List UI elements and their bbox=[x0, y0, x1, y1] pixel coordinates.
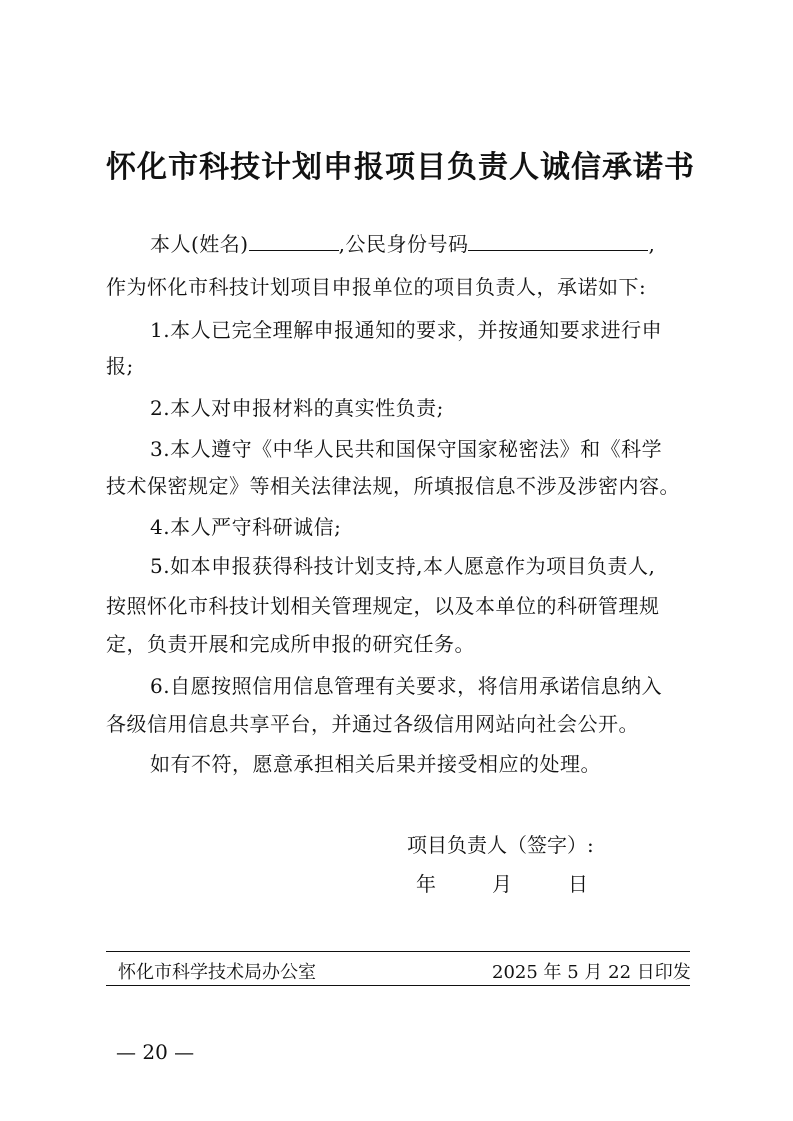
item-5-line-3: 定，负责开展和完成所申报的研究任务。 bbox=[106, 632, 475, 656]
id-number-label: ,公民身份号码 bbox=[338, 232, 469, 256]
footer-issuer: 怀化市科学技术局办公室 bbox=[118, 962, 316, 983]
page-number: — 20 — bbox=[116, 1040, 195, 1064]
item-5-line-2: 按照怀化市科技计划相关管理规定，以及本单位的科研管理规 bbox=[106, 594, 660, 618]
item-1-line-2: 报; bbox=[106, 354, 134, 378]
item-2: 2.本人对申报材料的真实性负责; bbox=[150, 396, 444, 420]
item-6-line-2: 各级信用信息共享平台，并通过各级信用网站向社会公开。 bbox=[106, 712, 639, 736]
item-6-line-1: 6.自愿按照信用信息管理有关要求，将信用承诺信息纳入 bbox=[150, 674, 663, 698]
intro-line-1 bbox=[150, 228, 750, 257]
footer-top-rule bbox=[106, 951, 690, 952]
intro-comma: , bbox=[648, 232, 656, 256]
signature-label: 项目负责人（签字）: bbox=[407, 833, 594, 857]
item-1-line-1: 1.本人已完全理解申报通知的要求，并按通知要求进行申 bbox=[150, 318, 663, 342]
name-blank bbox=[249, 232, 339, 251]
item-3-line-1: 3.本人遵守《中华人民共和国保守国家秘密法》和《科学 bbox=[150, 437, 663, 461]
closing-statement: 如有不符，愿意承担相关后果并接受相应的处理。 bbox=[150, 752, 601, 776]
date-year-label: 年 bbox=[416, 872, 436, 896]
item-3-line-2: 技术保密规定》等相关法律法规，所填报信息不涉及涉密内容。 bbox=[106, 474, 680, 498]
footer-issue-date: 2025 年 5 月 22 日印发 bbox=[492, 962, 691, 983]
item-4: 4.本人严守科研诚信; bbox=[150, 515, 342, 539]
date-day-label: 日 bbox=[568, 872, 588, 896]
item-5-line-1: 5.如本申报获得科技计划支持,本人愿意作为项目负责人, bbox=[150, 554, 656, 578]
date-month-label: 月 bbox=[492, 872, 512, 896]
footer-bottom-rule bbox=[106, 985, 690, 986]
intro-line-2: 作为怀化市科技计划项目申报单位的项目负责人，承诺如下: bbox=[106, 275, 647, 299]
document-title: 怀化市科技计划申报项目负责人诚信承诺书 bbox=[106, 150, 695, 185]
name-label: 本人(姓名) bbox=[150, 232, 249, 256]
id-number-blank bbox=[468, 232, 648, 251]
